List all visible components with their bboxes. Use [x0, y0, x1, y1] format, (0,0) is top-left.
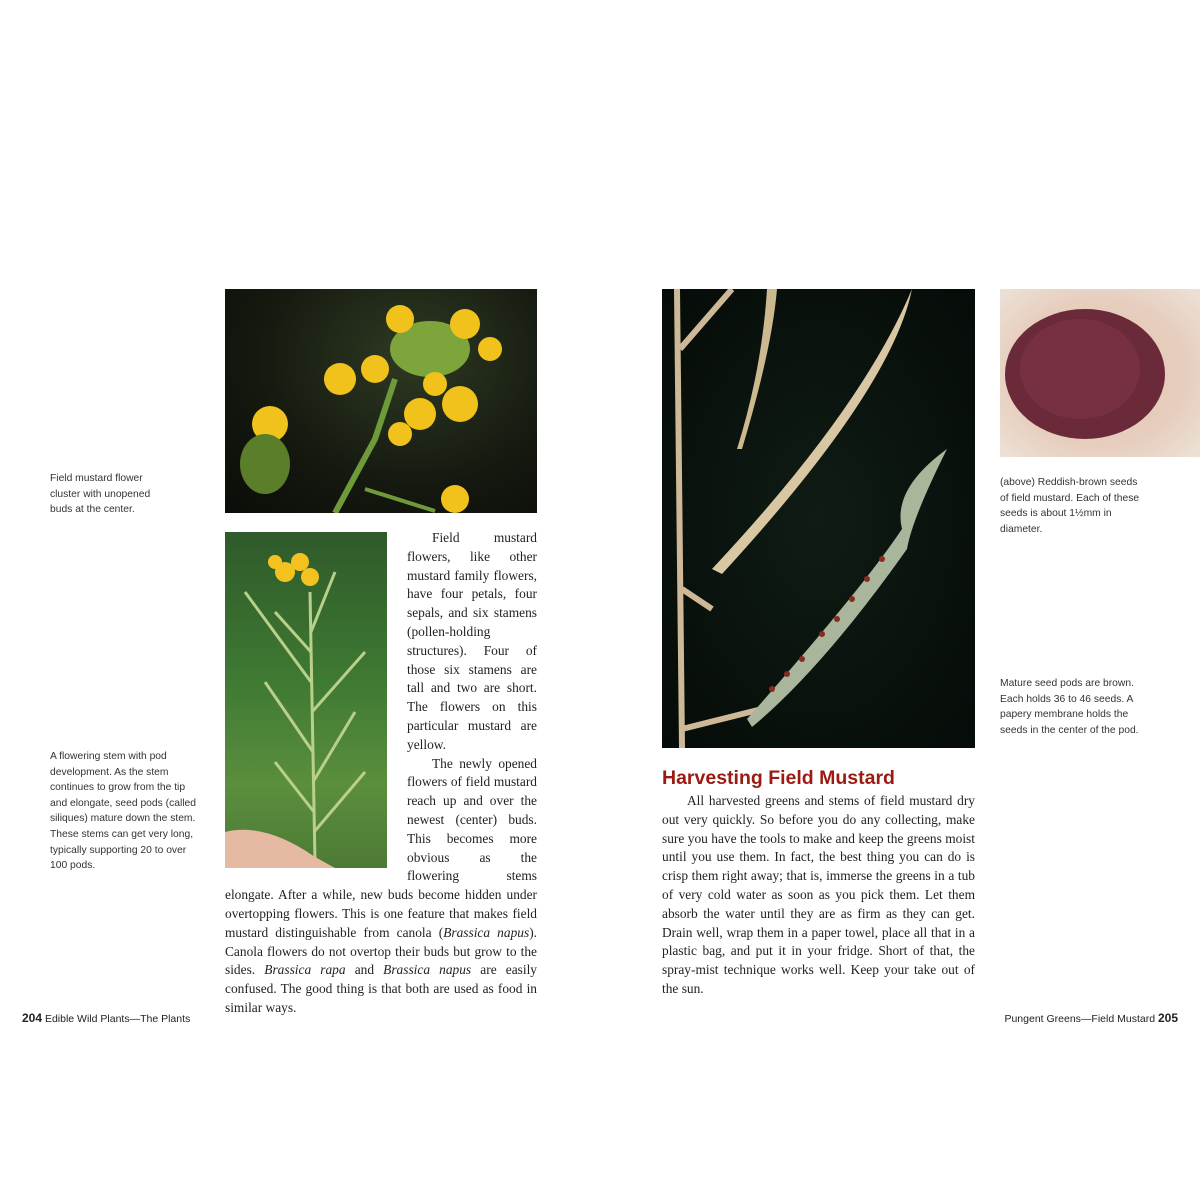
text: The newly opened flowers of field mustard reach up and over the newest (center) buds. This becomes more obvious as the flowering stems elongate. After a while, new buds become hidden under overtopping flowers. This is one feature that makes field mustard distinguishable from canola ( [225, 755, 537, 940]
right-body-text [662, 792, 975, 999]
text: and [345, 962, 384, 978]
left-footer [22, 1011, 190, 1025]
right-footer [1004, 1011, 1178, 1025]
caption-seeds: (above) Reddish-brown seeds of field mustard. Each of these seeds is about 1½mm in diameter. [1000, 477, 1140, 535]
text: are easily confused. The good thing is that both are used as food in similar ways. [225, 962, 537, 1015]
paragraph-harvesting: All harvested greens and stems of field mustard dry out very quickly. So before you do any collecting, make sure you have the tools to make and keep the greens moist until you use them. In fact, the best thing you can do is crisp them right away; that is, immerse the greens in a tub of very cold water as soon as you pick them. Let them absorb the water until they are as firm as they can get. Drain well, wrap them in a paper towel, place all that in a plastic bag, and put it in your fridge. Short of that, the spray-mist technique works well. Keep your take out of the sun. [662, 793, 975, 996]
running-head: Pungent Greens—Field Mustard [1004, 1013, 1156, 1025]
photo-seeds [1000, 289, 1200, 457]
caption-flower-cluster: Field mustard flower cluster with unopened buds at the center. [50, 473, 151, 516]
species-name: Brassica napus [383, 962, 472, 978]
page-number: 204 [22, 1011, 43, 1025]
caption-flowering-stem: A flowering stem with pod development. As the stem continues to grow from the tip and elongate, seed pods (called siliques) mature down the stem. These stems can get very long, typically supporting 20 to over 100 pods. [50, 751, 196, 872]
caption-seed-pods: Mature seed pods are brown. Each holds 36 to 46 seeds. A papery membrane holds the seeds in the center of the pod. [1000, 678, 1139, 736]
running-head: Edible Wild Plants—The Plants [44, 1013, 191, 1025]
page-number: 205 [1157, 1011, 1178, 1025]
section-heading: Harvesting Field Mustard [662, 767, 895, 789]
photo-seed-pods [662, 289, 975, 748]
photo-flowering-stem [225, 532, 387, 868]
left-body-text [225, 529, 537, 1018]
text: ). Canola flowers do not overtop their buds but grow to the sides. [225, 924, 537, 978]
species-name: Brassica napus [443, 924, 530, 940]
photo-flower-cluster [225, 289, 537, 513]
paragraph-flower-anatomy: Field mustard flowers, like other mustard family flowers, have four petals, four sepals, and six stamens (pollen-holding structures). Four of those six stamens are tall and two are short. The flowers on this particular mustard are yellow. [407, 530, 537, 752]
species-name: Brassica rapa [264, 962, 346, 978]
